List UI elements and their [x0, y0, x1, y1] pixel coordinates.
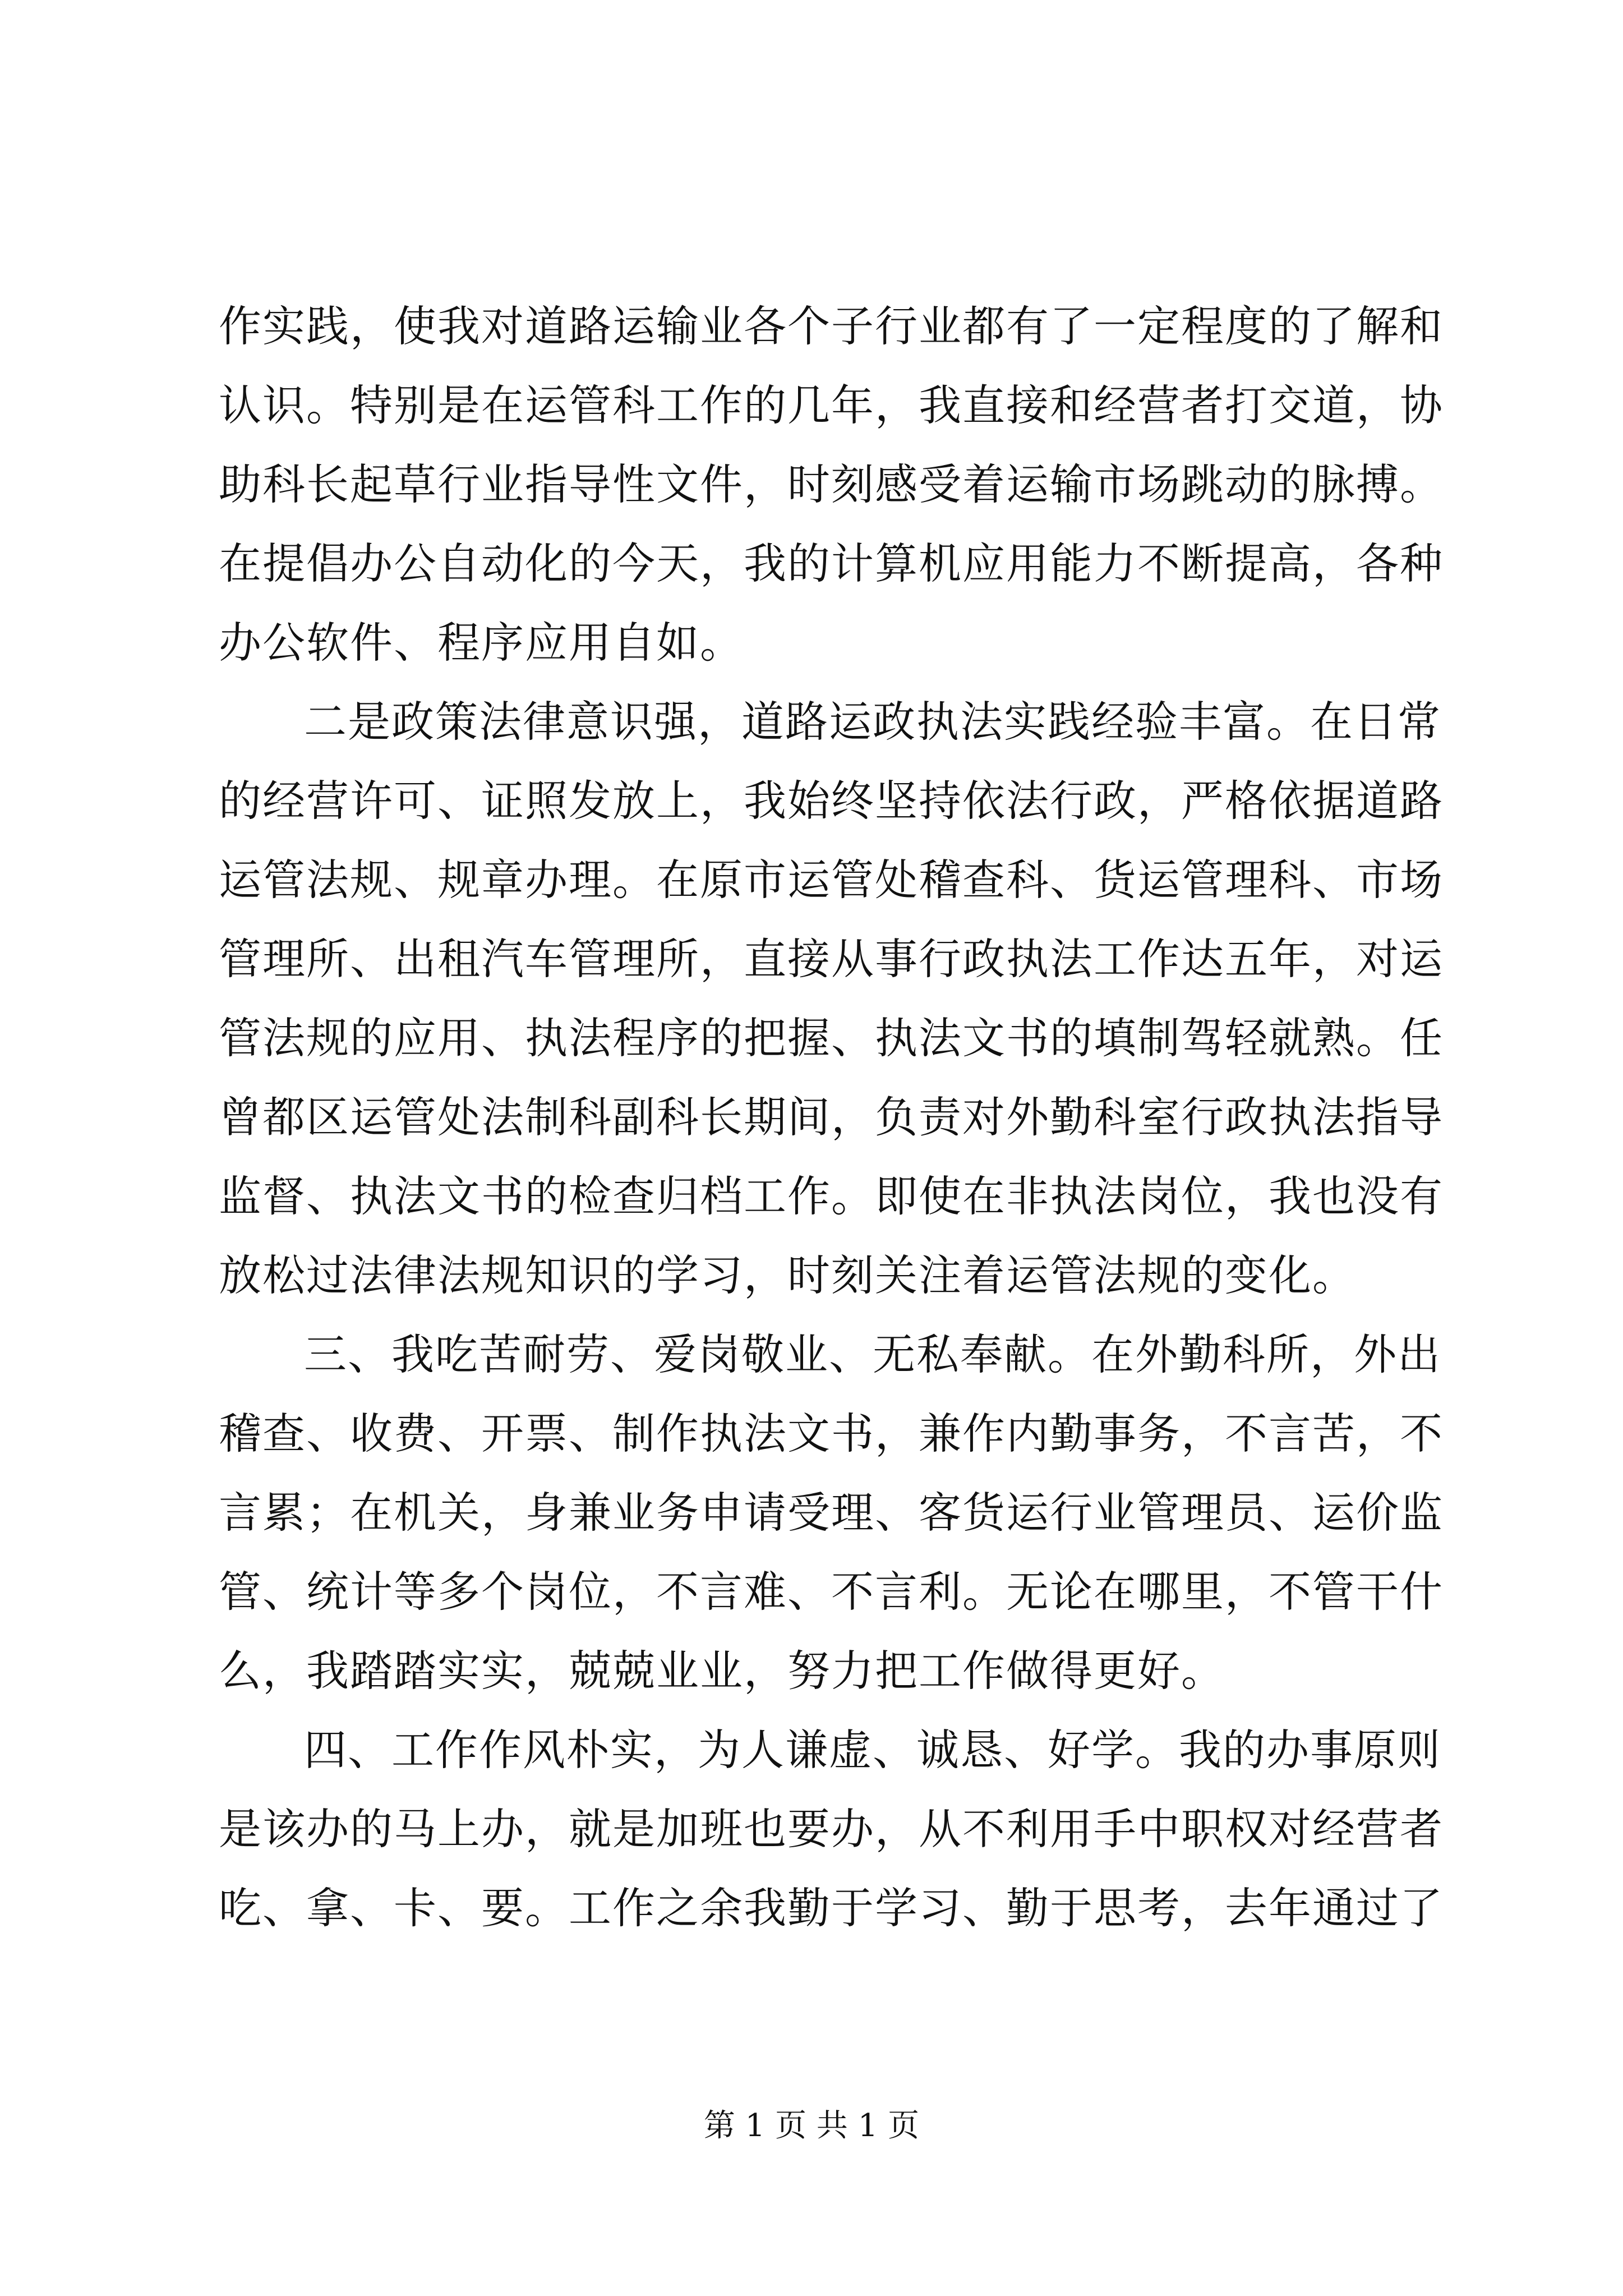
text-line: 放松过法律法规知识的学习，时刻关注着运管法规的变化。 — [219, 1250, 1356, 1300]
text-line: 言累；在机关，身兼业务申请受理、客货运行业管理员、运价监 — [219, 1488, 1444, 1538]
text-line: 作实践，使我对道路运输业各个子行业都有了一定程度的了解和 — [219, 301, 1444, 351]
paragraph-start-line: 二是政策法律意识强，道路运政执法实践经验丰富。在日常 — [304, 697, 1441, 747]
text-line: 管、统计等多个岗位，不言难、不言利。无论在哪里，不管干什 — [219, 1567, 1444, 1617]
page-footer: 第 1 页 共 1 页 — [703, 2108, 920, 2144]
text-line: 的经营许可、证照发放上，我始终坚持依法行政，严格依据道路 — [219, 776, 1444, 826]
text-line: 在提倡办公自动化的今天，我的计算机应用能力不断提高，各种 — [219, 539, 1444, 588]
text-line: 管法规的应用、执法程序的把握、执法文书的填制驾轻就熟。任 — [219, 1013, 1444, 1063]
text-line: 管理所、出租汽车管理所，直接从事行政执法工作达五年，对运 — [219, 934, 1444, 984]
text-line: 认识。特别是在运管科工作的几年，我直接和经营者打交道，协 — [219, 380, 1444, 430]
text-line: 么，我踏踏实实，兢兢业业，努力把工作做得更好。 — [219, 1646, 1225, 1696]
text-line: 监督、执法文书的检查归档工作。即使在非执法岗位，我也没有 — [219, 1171, 1444, 1221]
text-line: 吃、拿、卡、要。工作之余我勤于学习、勤于思考，去年通过了 — [219, 1883, 1444, 1933]
text-line: 是该办的马上办，就是加班也要办，从不利用手中职权对经营者 — [219, 1804, 1444, 1854]
text-line: 助科长起草行业指导性文件，时刻感受着运输市场跳动的脉搏。 — [219, 459, 1444, 509]
text-line: 办公软件、程序应用自如。 — [219, 618, 744, 668]
text-line: 稽查、收费、开票、制作执法文书，兼作内勤事务，不言苦，不 — [219, 1409, 1444, 1458]
paragraph-start-line: 四、工作作风朴实，为人谦虚、诚恳、好学。我的办事原则 — [304, 1725, 1441, 1775]
paragraph-start-line: 三、我吃苦耐劳、爱岗敬业、无私奉献。在外勤科所，外出 — [304, 1329, 1441, 1379]
text-line: 曾都区运管处法制科副科长期间，负责对外勤科室行政执法指导 — [219, 1092, 1444, 1142]
text-line: 运管法规、规章办理。在原市运管处稽查科、货运管理科、市场 — [219, 855, 1444, 905]
